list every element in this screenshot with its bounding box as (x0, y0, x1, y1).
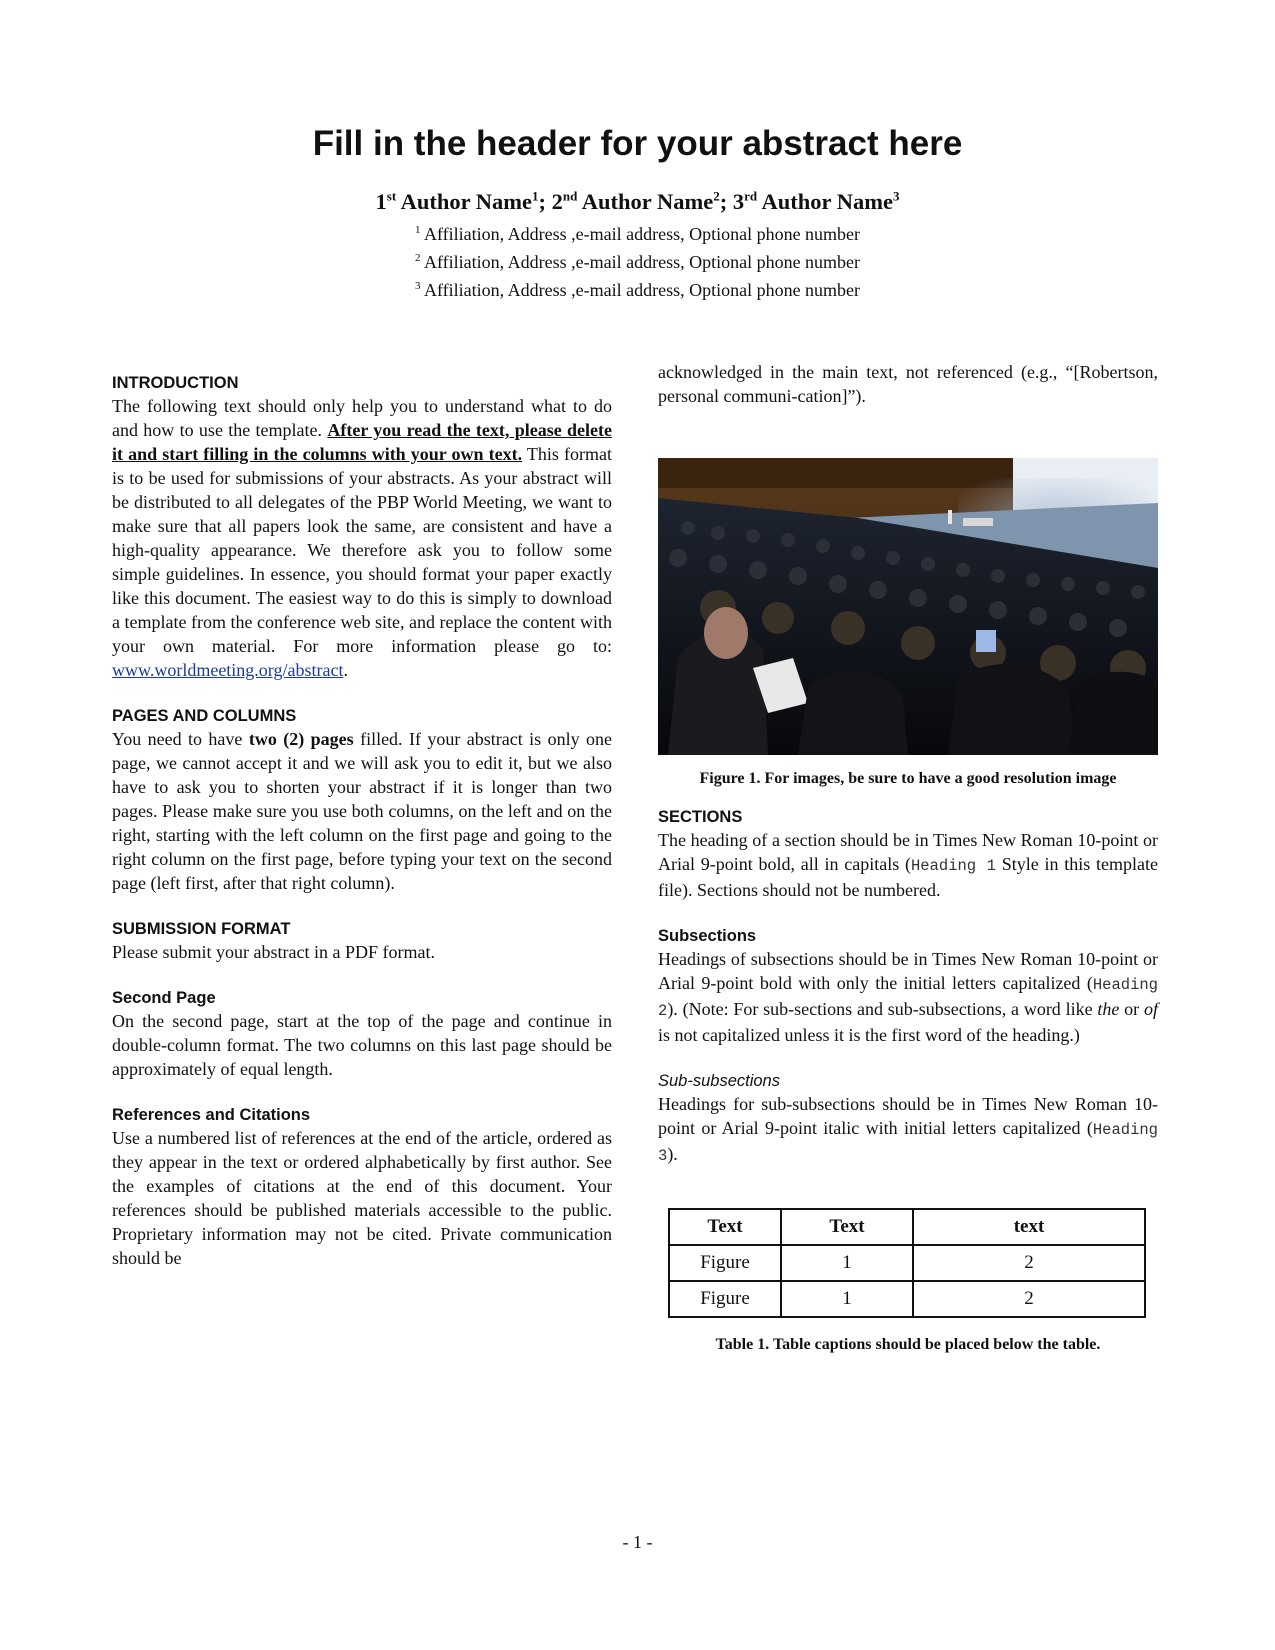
heading-pages-and-columns: PAGES AND COLUMNS (112, 707, 297, 725)
abstract-link[interactable]: www.worldmeeting.org/abstract (112, 660, 344, 680)
table-cell: Figure (669, 1281, 781, 1317)
author-3: 3rd Author Name$^3$ (732, 188, 900, 214)
figure-caption: Figure 1. For images, be sure to have a good resolution image (699, 770, 1117, 787)
heading-sub-subsections: Sub-subsections (658, 1072, 780, 1090)
sub-subsections-paragraph: Headings for sub-subsections should be in Times New Roman 10-point or Arial 9-point italic with initial letters capitalized (Heading 3). (658, 1094, 1158, 1165)
heading-sections: SECTIONS (658, 808, 743, 826)
table-caption: Table 1. Table captions should be placed below the table. (715, 1336, 1101, 1353)
table-header-cell: Text (669, 1209, 781, 1245)
continued-paragraph: acknowledged in the main text, not referenced (e.g., “[Robertson, personal communi-cation]”). (658, 362, 1158, 406)
left-column (112, 372, 612, 1270)
table-header-cell: text (913, 1209, 1145, 1245)
second-page-paragraph: On the second page, start at the top of the page and continue in double-column format. The two columns on this last page should be approximately of equal length. (112, 1011, 612, 1079)
right-column-top (658, 360, 1158, 408)
author-1: 1st Author Name$^1$; (375, 188, 552, 214)
table-cell: 2 (913, 1281, 1145, 1317)
pages-paragraph: You need to have two (2) pages filled. If your abstract is only one page, we cannot accept it and we will ask you to edit it, but we also have to ask you to shorten your abstract if it is longer than two pages. Please make sure you use both columns, on the left and on the right, starting with the left column on the first page and going to the right column on the first page, before typing your text on the second page (left first, after that right column). (112, 729, 613, 893)
sections-paragraph: The heading of a section should be in Times New Roman 10-point or Arial 9-point bold, all in capitals (Heading 1 Style in this template file). Sections should not be numbered. (658, 830, 1158, 900)
right-column-sections (658, 806, 1158, 1168)
intro-paragraph: The following text should only help you to understand what to do and how to use the template. After you read the text, please delete it and start filling in the columns with your own text. This format is to be used for submissions of your abstracts. As your abstract will be distributed to all delegates of the PBP World Meeting, we want to make sure that all papers look the same, are consistent and have a high-quality appearance. We therefore ask you to follow some simple guidelines. In essence, you should format your paper exactly like this document. The easiest way to do this is simply to download a template from the conference web site, and replace the content with your own material. For more information please go to: www.worldmeeting.org/abstract. (112, 396, 613, 680)
affiliation-3: $^3$ Affiliation, Address ,e-mail address, Optional phone number (414, 280, 861, 300)
table-cell: Figure (669, 1245, 781, 1281)
table-row (669, 1281, 1145, 1317)
table-cell: 1 (781, 1245, 913, 1281)
subsections-paragraph: Headings of subsections should be in Times New Roman 10-point or Arial 9-point bold with only the initial letters capitalized (Heading 2). (Note: For sub-sections and sub-subsections, a word like the or of is not capitalized unless it is the first word of the heading.) (658, 949, 1158, 1045)
affiliations (0, 218, 1275, 302)
references-paragraph: Use a numbered list of references at the end of the article, ordered as they appear in the text or ordered alphabetically by first author. See the examples of citations at the end of this document. Your references should be published materials accessible to the public. Proprietary information may not be cited. Private communication should be (112, 1128, 612, 1268)
table-header-row (669, 1209, 1145, 1245)
heading-subsections: Subsections (658, 927, 757, 945)
page-number: - 1 - (622, 1532, 653, 1552)
table-cell: 2 (913, 1245, 1145, 1281)
abstract-title: Fill in the header for your abstract here (312, 124, 963, 163)
table-header-cell: Text (781, 1209, 913, 1245)
submission-paragraph: Please submit your abstract in a PDF format. (112, 942, 435, 962)
author-2: 2nd Author Name$^2$; (551, 188, 733, 214)
conference-photo (658, 458, 1158, 755)
author-line (0, 188, 1275, 215)
heading-second-page: Second Page (112, 989, 216, 1007)
heading-submission-format: SUBMISSION FORMAT (112, 920, 291, 938)
heading-references: References and Citations (112, 1106, 311, 1124)
table-row (669, 1245, 1145, 1281)
heading-introduction: INTRODUCTION (112, 374, 239, 392)
affiliation-1: $^1$ Affiliation, Address ,e-mail address, Optional phone number (414, 224, 861, 244)
table-cell: 1 (781, 1281, 913, 1317)
sample-table (668, 1208, 1146, 1318)
affiliation-2: $^2$ Affiliation, Address ,e-mail address, Optional phone number (414, 252, 861, 272)
